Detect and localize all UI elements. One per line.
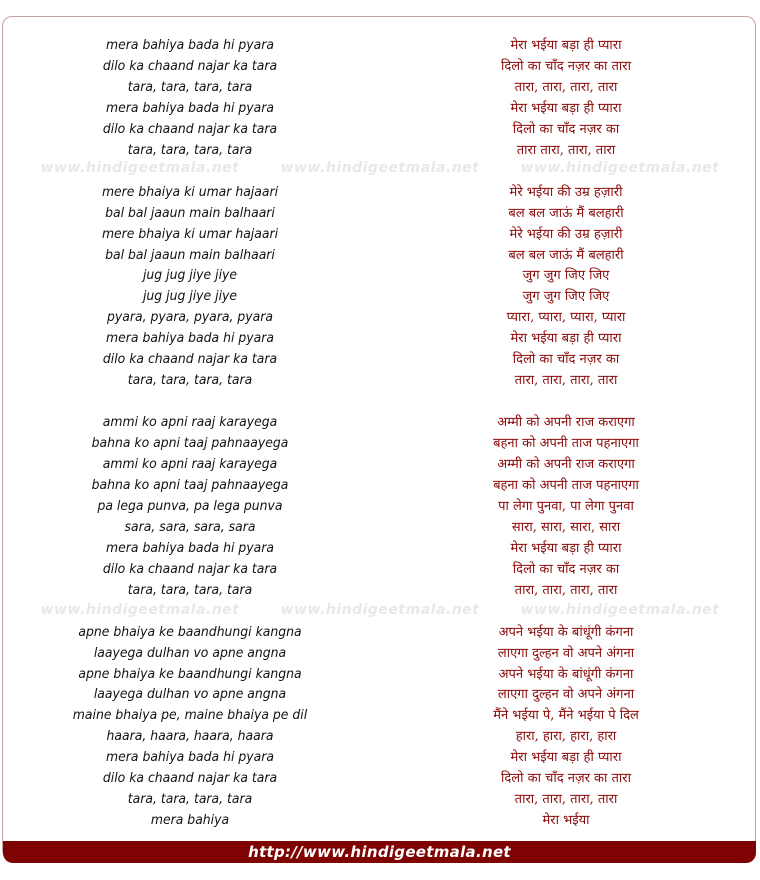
lyric-line-english: mera bahiya bada hi pyara	[106, 100, 274, 116]
lyric-line-english: mera bahiya bada hi pyara	[106, 37, 274, 53]
lyric-line-english: tara, tara, tara, tara	[127, 142, 253, 158]
lyric-line-english: dilo ka chaand najar ka tara	[102, 351, 278, 367]
lyric-line-english: jug jug jiye jiye	[142, 267, 238, 283]
lyric-line-hindi: अपने भईया के बांधूंगी कंगना	[498, 625, 634, 640]
stanza-gap	[376, 601, 756, 622]
lyric-line-english: maine bhaiya pe, maine bhaiya pe dil	[72, 707, 308, 723]
lyric-line-hindi: लाएगा दुल्हन वो अपने अंगना	[497, 646, 635, 661]
lyric-line-hindi: दिलो का चाँद नज़र का	[512, 352, 620, 367]
lyric-line-hindi: बहना को अपनी ताज पहनाएगा	[493, 436, 639, 451]
lyric-line-hindi: लाएगा दुल्हन वो अपने अंगना	[497, 687, 635, 702]
lyric-line-hindi: अपने भईया के बांधूंगी कंगना	[498, 667, 634, 682]
lyric-line-hindi: मेरा भईया बड़ा ही प्यारा	[510, 38, 622, 53]
lyric-line-english: pyara, pyara, pyara, pyara	[107, 309, 273, 325]
lyric-line-english: ammi ko apni raaj karayega	[102, 414, 278, 430]
lyric-line-hindi: मेरे भईया की उम्र हज़ारी	[509, 227, 623, 242]
lyric-line-hindi: हारा, हारा, हारा, हारा	[515, 729, 617, 744]
lyric-line-hindi: बल बल जाऊं मैं बलहारी	[508, 206, 624, 221]
lyric-line-english: bahna ko apni taaj pahnaayega	[91, 435, 289, 451]
lyric-line-hindi: दिलो का चाँद नज़र का तारा	[501, 59, 631, 74]
lyric-line-english: mere bhaiya ki umar hajaari	[101, 184, 279, 200]
lyric-line-hindi: सारा, सारा, सारा, सारा	[511, 520, 621, 535]
lyric-line-hindi: पा लेगा पुनवा, पा लेगा पुनवा	[498, 499, 634, 514]
lyric-line-english: tara, tara, tara, tara	[127, 79, 253, 95]
lyric-line-hindi: तारा, तारा, तारा, तारा	[514, 80, 618, 95]
stanza-gap	[376, 391, 756, 412]
lyric-line-hindi: मेरे भईया की उम्र हज़ारी	[509, 185, 623, 200]
lyric-line-hindi: तारा, तारा, तारा, तारा	[514, 583, 618, 598]
lyric-line-english: dilo ka chaand najar ka tara	[102, 58, 278, 74]
lyric-line-hindi: तारा, तारा, तारा, तारा	[514, 373, 618, 388]
watermark-text: www.hindigeetmala.net	[40, 602, 240, 618]
lyric-line-hindi: प्यारा, प्यारा, प्यारा, प्यारा	[506, 310, 626, 325]
watermark-text: www.hindigeetmala.net	[280, 160, 480, 176]
footer-url-bar[interactable]	[3, 841, 756, 863]
lyric-line-english: apne bhaiya ke baandhungi kangna	[78, 624, 302, 640]
lyric-line-english: ammi ko apni raaj karayega	[102, 456, 278, 472]
lyric-line-english: tara, tara, tara, tara	[127, 372, 253, 388]
lyric-line-english: mera bahiya bada hi pyara	[106, 749, 274, 765]
stanza-gap	[376, 161, 756, 182]
lyric-line-hindi: मेरा भईया बड़ा ही प्यारा	[510, 750, 622, 765]
lyric-line-hindi: जुग जुग जिए जिए	[522, 289, 610, 304]
lyric-line-hindi: तारा तारा, तारा, तारा	[516, 143, 616, 158]
lyric-line-english: jug jug jiye jiye	[142, 288, 238, 304]
lyric-line-hindi: दिलो का चाँद नज़र का	[512, 122, 620, 137]
lyric-line-english: tara, tara, tara, tara	[127, 791, 253, 807]
lyric-line-english: laayega dulhan vo apne angna	[93, 645, 287, 661]
lyric-line-english: pa lega punva, pa lega punva	[97, 498, 283, 514]
watermark-text: www.hindigeetmala.net	[520, 160, 720, 176]
lyric-line-english: apne bhaiya ke baandhungi kangna	[78, 666, 302, 682]
stanza-gap	[15, 391, 365, 412]
lyric-line-english: laayega dulhan vo apne angna	[93, 686, 287, 702]
stanza-gap	[15, 161, 365, 182]
lyric-line-hindi: मेरा भईया बड़ा ही प्यारा	[510, 101, 622, 116]
footer-url-link[interactable]: http://www.hindigeetmala.net	[248, 843, 511, 861]
lyric-line-hindi: मेरा भईया बड़ा ही प्यारा	[510, 541, 622, 556]
lyric-line-hindi: जुग जुग जिए जिए	[522, 268, 610, 283]
lyric-line-hindi: अम्मी को अपनी राज कराएगा	[497, 457, 635, 472]
lyric-line-english: mera bahiya bada hi pyara	[106, 330, 274, 346]
lyric-line-english: mera bahiya	[150, 812, 230, 828]
lyric-line-hindi: दिलो का चाँद नज़र का तारा	[501, 771, 631, 786]
lyric-line-hindi: मैंने भईया पे, मैंने भईया पे दिल	[493, 708, 639, 723]
lyric-line-english: sara, sara, sara, sara	[124, 519, 256, 535]
lyric-line-english: bal bal jaaun main balhaari	[105, 247, 275, 263]
lyric-line-hindi: मेरा भईया बड़ा ही प्यारा	[510, 331, 622, 346]
watermark-text: www.hindigeetmala.net	[520, 602, 720, 618]
watermark-text: www.hindigeetmala.net	[40, 160, 240, 176]
lyric-line-hindi: मेरा भईया	[542, 813, 590, 828]
lyric-line-english: mere bhaiya ki umar hajaari	[101, 226, 279, 242]
stanza-gap	[15, 601, 365, 622]
watermark-text: www.hindigeetmala.net	[280, 602, 480, 618]
lyric-line-hindi: दिलो का चाँद नज़र का	[512, 562, 620, 577]
lyric-line-english: dilo ka chaand najar ka tara	[102, 770, 278, 786]
lyric-line-english: tara, tara, tara, tara	[127, 582, 253, 598]
lyric-line-english: bahna ko apni taaj pahnaayega	[91, 477, 289, 493]
lyric-line-hindi: बहना को अपनी ताज पहनाएगा	[493, 478, 639, 493]
lyric-line-hindi: तारा, तारा, तारा, तारा	[514, 792, 618, 807]
lyric-line-english: dilo ka chaand najar ka tara	[102, 561, 278, 577]
lyric-line-english: dilo ka chaand najar ka tara	[102, 121, 278, 137]
lyric-line-english: bal bal jaaun main balhaari	[105, 205, 275, 221]
lyric-line-english: haara, haara, haara, haara	[106, 728, 274, 744]
lyric-line-english: mera bahiya bada hi pyara	[106, 540, 274, 556]
lyric-line-hindi: अम्मी को अपनी राज कराएगा	[497, 415, 635, 430]
lyric-line-hindi: बल बल जाऊं मैं बलहारी	[508, 248, 624, 263]
